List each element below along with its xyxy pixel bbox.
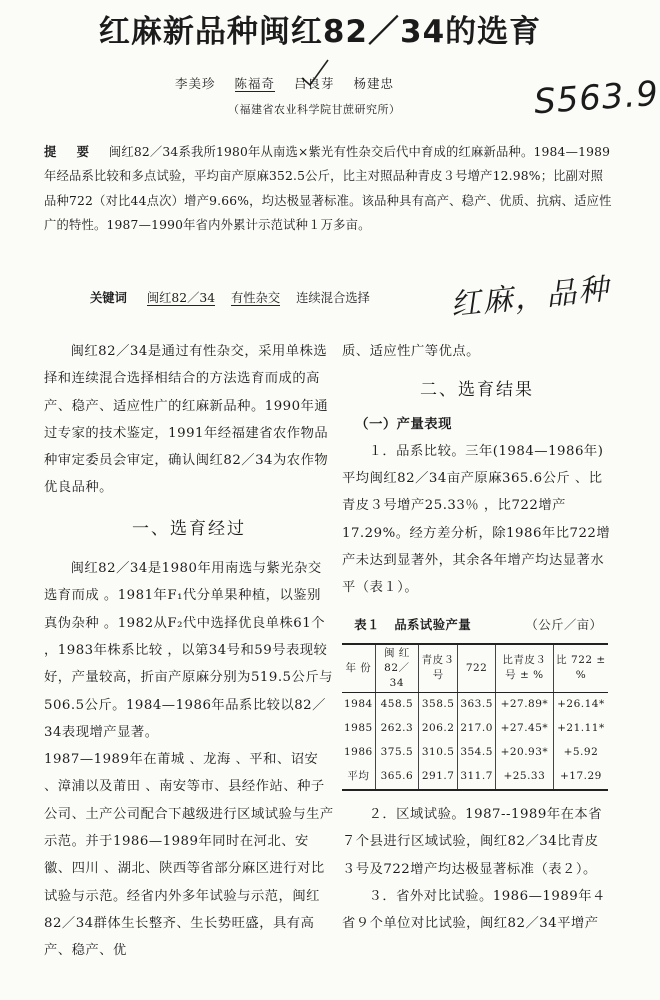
abstract (44, 140, 614, 237)
table-cell: 1985 (344, 722, 373, 735)
table-header-cell: 年 份 (342, 644, 375, 693)
section-1-heading: 一、选育经过 (132, 518, 246, 539)
table-row (342, 741, 608, 765)
table-cell: +26.14* (553, 692, 608, 717)
table-1-caption (342, 612, 612, 639)
table-cell: 458.5 (375, 692, 418, 717)
table-cell: +27.89* (495, 692, 553, 717)
right-column (342, 338, 612, 937)
table-cell: 217.0 (458, 717, 496, 741)
abstract-label: 提 要 (44, 144, 97, 159)
table-header-cell: 闽 红 82／34 (375, 644, 418, 693)
table-cell: 375.5 (375, 741, 418, 765)
table-cell: 358.5 (418, 692, 457, 717)
section-1-paragraph-2: 1987—1989年在莆城 、龙海 、平和、诏安 、漳浦以及莆田 、南安等市、县经作站、种子公司、土产公司配合下越级进行区域试验与生产示范。并于1986—1989年同时在河北、安徽、四川 、湖北、陕西等省部分麻区进行对比试验与示范。经省内外多年试验与示范，闽红82／34群体生长整齐、生长势旺盛，具有高产、稳产、优 (44, 752, 334, 959)
table-cell: +27.45* (495, 717, 553, 741)
table-row (342, 692, 608, 717)
author-3: 吕良芽 (294, 76, 335, 91)
result-paragraph-1: １．品系比较。三年(1984—1986年)平均闽红82／34亩产原麻365.6公斤 、比青皮３号增产25.33％ ，比722增产17.29%。经方差分析，除1986年比722增产未达到显著外，其余各年增产均达显著水平（表１）。 (342, 443, 611, 596)
table-1 (342, 643, 608, 791)
table-header-cell: 青皮３号 (418, 644, 457, 693)
table-cell: +5.92 (553, 741, 608, 765)
table-cell: 206.2 (418, 717, 457, 741)
section-2-heading: 二、选育结果 (420, 380, 534, 401)
table-1-unit: （公斤／亩） (525, 617, 603, 632)
result-paragraph-3: ３．省外对比试验。1986—1989年４省９个单位对比试验，闽红82／34平增产 (342, 888, 606, 932)
section-1-paragraph-1: 闽红82／34是1980年用南选与紫光杂交选育而成 。1981年F₁代分单果种植，以鉴别真伪杂种 。1982从F₂代中选择优良单株61个 ，1983年株系比较 ，以第34号和59号表现较好，产量较高，折亩产原麻分别为519.5公斤与506.5公斤。1984—1986年品系比较以82／34表现增产显著。 (44, 561, 333, 740)
keywords-label: 关键词 (90, 291, 127, 305)
table-cell: 1984 (344, 698, 373, 711)
table-cell: +17.29 (553, 765, 608, 790)
keyword-2: 有性杂交 (230, 291, 281, 305)
abstract-text: 闽红82／34系我所1980年从南选×紫光有性杂交后代中育成的红麻新品种。1984—1989年经品系比较和多点试验，平均亩产原麻352.5公斤，比主对照品种青皮３号增产12.98%；比副对照品种722（对比44点次）增产9.66%，均达极显著标准。该品种具有高产、稳产、优质、抗病、适应性广的特性。1987—1990年省内外累计示范试种１万多亩。 (44, 145, 612, 232)
table-row (342, 717, 608, 741)
left-column (44, 338, 334, 965)
table-cell: +25.33 (495, 765, 553, 790)
intro-paragraph: 闽红82／34是通过有性杂交，采用单株选择和连续混合选择相结合的方法选育而成的高产、稳产、适应性广的红麻新品种。1990年通过专家的技术鉴定，1991年经福建省农作物品种审定委员会审定，确认闽红82／34为农作物优良品种。 (44, 344, 329, 496)
table-cell: 365.6 (375, 765, 418, 790)
table-header-cell: 722 (458, 644, 496, 693)
result-paragraph-2: ２．区域试验。1987--1989年在本省７个县进行区域试验，闽红82／34比青皮３号及722增产均达极显著标准（表２）。 (342, 806, 603, 877)
table-cell: 311.7 (458, 765, 496, 790)
subsection-1-heading: （一）产量表现 (355, 416, 452, 432)
table-header-cell: 比青皮３号 ± % (495, 644, 553, 693)
table-1-label: 表１ (354, 617, 380, 632)
affiliation: （福建省农业科学院甘蔗研究所） (228, 103, 401, 116)
table-cell: 310.5 (418, 741, 457, 765)
table-cell: 291.7 (418, 765, 457, 790)
table-cell: 363.5 (458, 692, 496, 717)
page-title: 红麻新品种闽红82／34的选育 (98, 14, 542, 50)
table-1-title: 品系试验产量 (394, 617, 472, 632)
table-cell: 262.3 (375, 717, 418, 741)
table-header-cell: 比 722 ± % (553, 644, 608, 693)
author-4: 杨建忠 (353, 76, 395, 91)
continued-text: 质、适应性广等优点。 (342, 344, 480, 359)
keyword-3: 连续混合选择 (296, 291, 370, 305)
table-cell: 平均 (347, 770, 370, 783)
author-list (175, 74, 475, 92)
table-cell: +20.93* (495, 741, 553, 765)
author-1: 李美珍 (175, 76, 216, 91)
table-header-row (342, 644, 608, 693)
handwritten-note: 红麻，品种 (448, 271, 612, 324)
table-cell: 1986 (344, 746, 373, 759)
table-cell: +21.11* (553, 717, 608, 741)
author-2: 陈福奇 (234, 76, 276, 91)
keyword-1: 闽红82／34 (146, 291, 216, 305)
handwritten-classification-code: S563.9 (532, 73, 660, 123)
table-row (342, 765, 608, 790)
keywords (90, 288, 382, 306)
table-cell: 354.5 (458, 741, 496, 765)
